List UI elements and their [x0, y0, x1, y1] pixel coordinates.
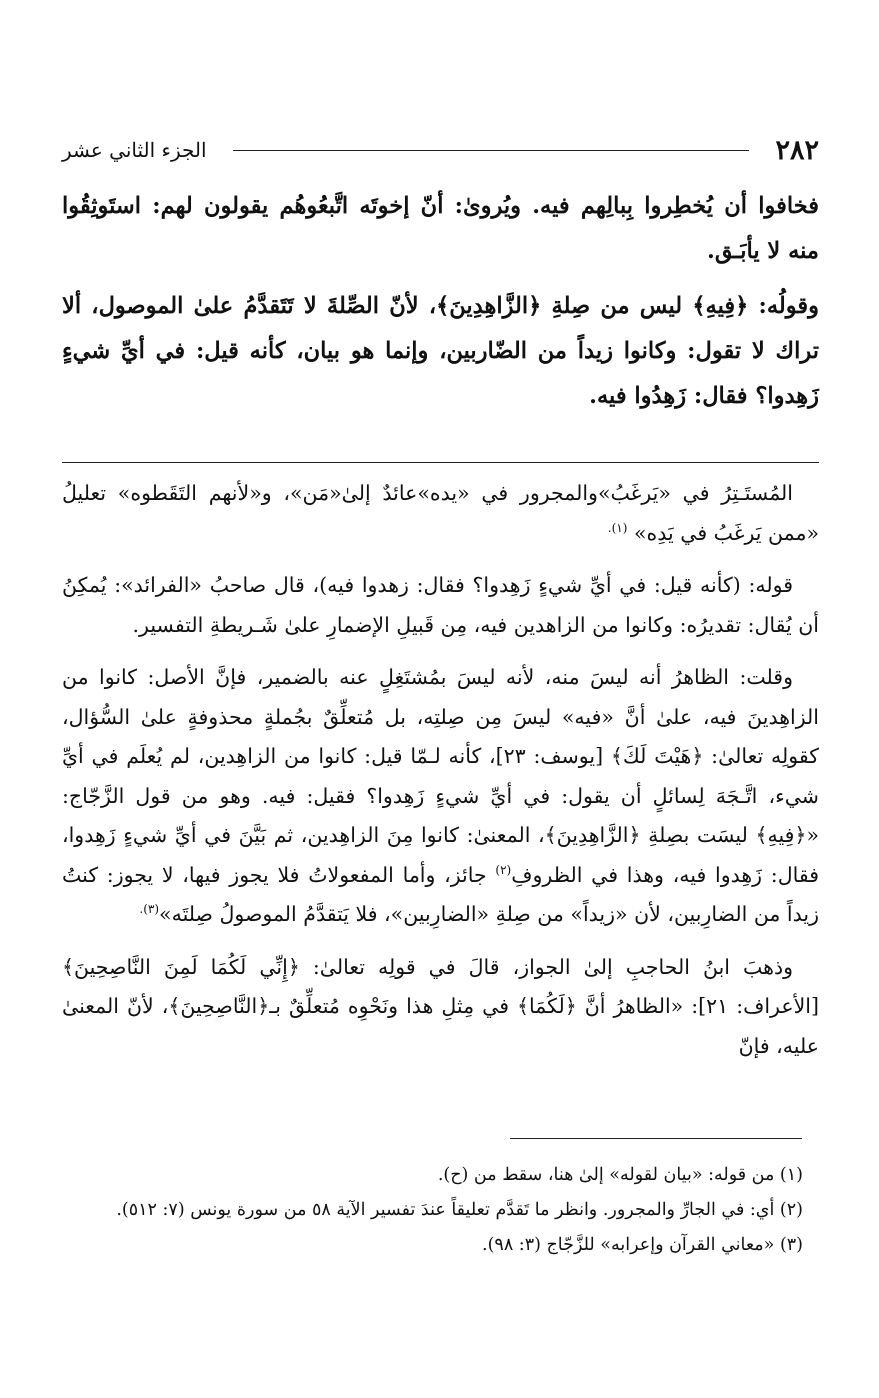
- commentary-paragraph: وذهبَ ابنُ الحاجبِ إلىٰ الجواز، قالَ في قولِه تعالىٰ: ﴿إِنِّي لَكُمَا لَمِنَ النَّاصِحِينَ﴾ [الأعراف: ٢١]: «الظاهرُ أنَّ ﴿لَكُمَا﴾ في مِثلِ هذا ونَحْوِه مُتعلِّقٌ بـ﴿النَّاصِحِينَ﴾، لأنّ المعنىٰ عليه، فإنّ: [62, 954, 819, 1058]
- footnote: (١) من قوله: «بيان لقوله» إلىٰ هنا، سقط من (ح).: [437, 1165, 803, 1185]
- footnote: (٢) أي: في الجارِّ والمجرور. وانظر ما تَقدَّم تعليقاً عندَ تفسير الآية ٥٨ من سورة يونس (٧: ٥١٢).: [116, 1200, 803, 1220]
- footnote: (٣) «معاني القرآن وإعرابه» للزَّجّاج (٣: ٩٨).: [482, 1235, 803, 1255]
- footnote-ref: (٣).: [139, 902, 160, 917]
- running-title: الجزء الثاني عشر: [62, 138, 207, 162]
- main-text: [62, 184, 819, 419]
- footnotes: [62, 1158, 819, 1263]
- commentary-paragraph: [62, 658, 819, 935]
- commentary-paragraph: [62, 474, 819, 553]
- page-header: [62, 132, 819, 168]
- footnote-ref: (١).: [607, 520, 628, 535]
- commentary: [62, 474, 819, 1066]
- commentary-text: المُستَـتِرُ في «يَرغَبُ»والمجرور في «يده»عائدٌ إلىٰ«مَن»، و«لأنهم التَقَطوه» تعليلُ «ممن يَرغَبُ في يَدِه»: [62, 481, 819, 545]
- main-paragraph: فخافوا أن يُخطِروا بِبالِهم فيه. ويُروىٰ: أنّ إخوتَه اتَّبعُوهُم يقولون لهم: استَوثِقُوا منه لا يأبَـق.: [62, 193, 819, 264]
- commentary-text: جائز، وأما المفعولاتُ فلا يجوز فيها، لا يجوز: كنتُ زيداً من الضارِبين، لأن «زيداً» من صِلةِ «الضارِبين»، فلا يَتقدَّمُ الموصولُ صِلتَه»: [62, 862, 819, 926]
- footnote-ref: (٢): [495, 862, 512, 877]
- footnote-rule: [510, 1138, 802, 1139]
- commentary-text: وقلت: الظاهرُ أنه ليسَ منه، لأنه ليسَ بمُشتَغِلٍ عنه بالضمير، فإنَّ الأصل: كانوا من الزاهِدينَ فيه، علىٰ أنَّ «فيه» ليسَ مِن صِلتِه، بل مُتعلِّقٌ بجُملةٍ محذوفةٍ علىٰ السُّؤال، كقولِه تعالىٰ: ﴿هَيْتَ لَكَ﴾ [يوسف: ٢٣]، كأنه لـمّا قيل: كانوا من الزاهِدين، لم يُعلَم في أيِّ شيء، اتَّـجَهَ لِسائلٍ أن يقول: في أيِّ شيءٍ زَهِدوا؟ فقيل: فيه. وهو من قول الزَّجّاج: «﴿فِيهِ﴾ ليسَت بصِلةِ ﴿الزَّاهِدِينَ﴾، المعنىٰ: كانوا مِنَ الزاهِدين، ثم بَيَّنَ في أيِّ شيءٍ زَهِدوا، فقال: زَهِدوا فيه، وهذا في الظروفِ: [62, 665, 820, 887]
- main-paragraph: وقولُه: ﴿فِيهِ﴾ ليس من صِلةِ ﴿الزَّاهِدِينَ﴾، لأنّ الصِّلةَ لا تَتَقدَّمُ علىٰ الموصول، ألا تراك لا تقول: وكانوا زيداً من الضّاربين، وإنما هو بيان، كأنه قيل: في أيِّ شيءٍ زَهِدوا؟ فقال: زَهِدُوا فيه.: [62, 293, 819, 409]
- page-number: ٢٨٢: [775, 134, 819, 166]
- commentary-paragraph: قوله: (كأنه قيل: في أيِّ شيءٍ زَهِدوا؟ فقال: زهدوا فيه)، قال صاحبُ «الفرائد»: يُمكِنُ أن يُقال: تقديرُه: وكانوا من الزاهدين فيه، مِن قَبيلِ الإضمارِ علىٰ شَـريطةِ التفسير.: [62, 573, 819, 637]
- section-divider: [62, 462, 819, 463]
- header-rule: [233, 150, 750, 151]
